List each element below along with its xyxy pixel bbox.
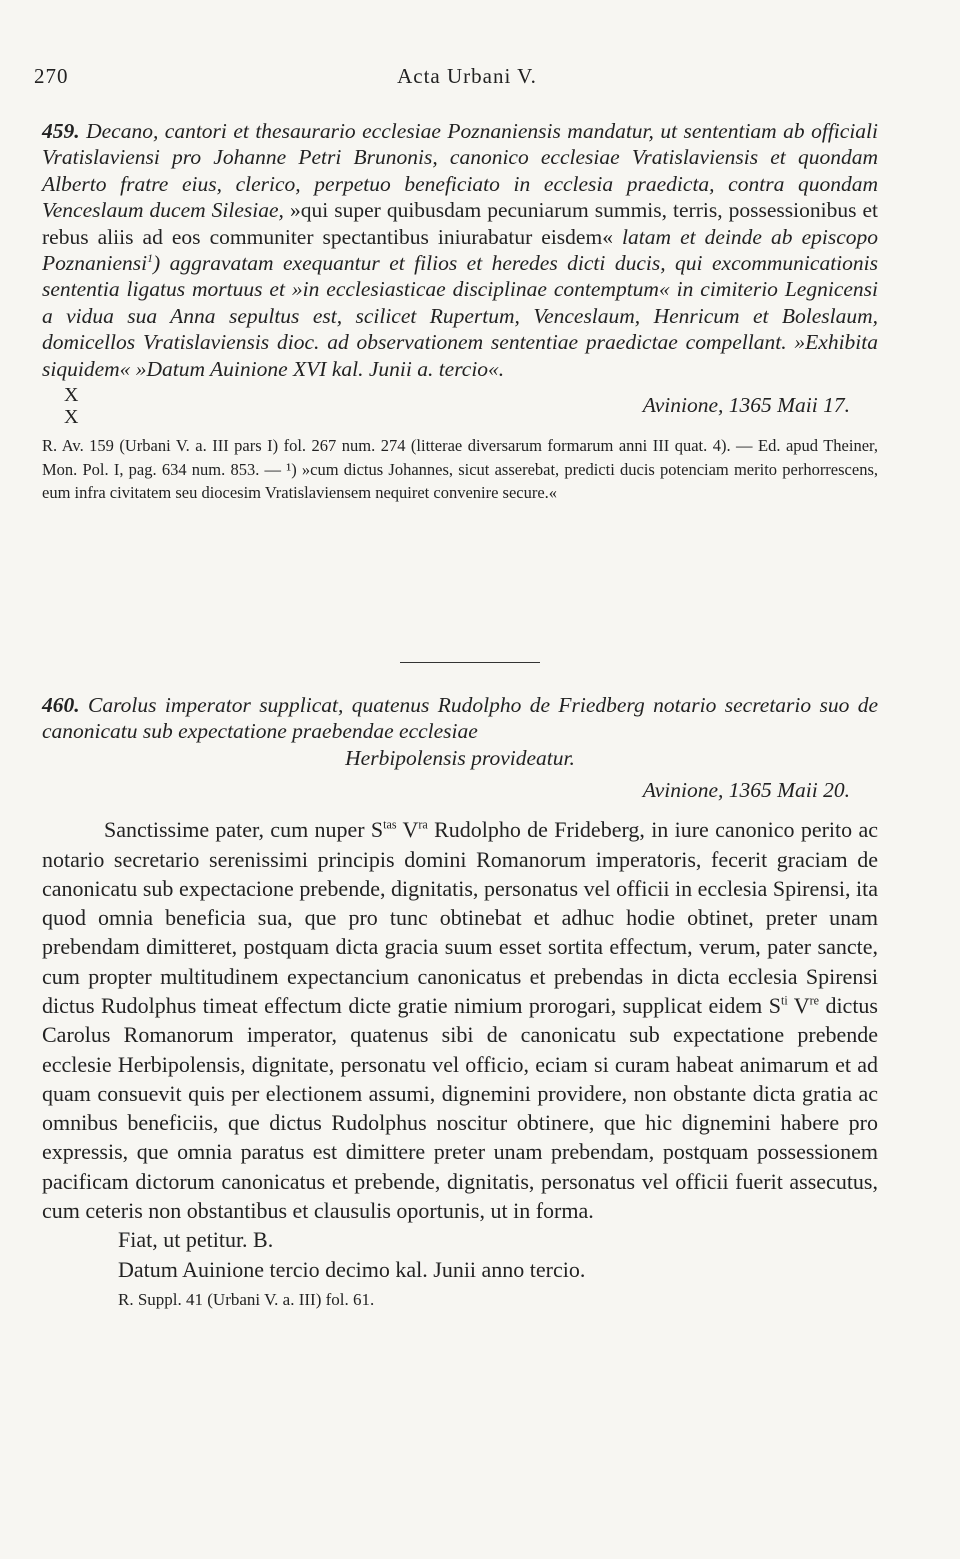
petition-b: V xyxy=(396,817,419,843)
date-460: Avinione, 1365 Maii 20. xyxy=(642,778,850,803)
regest-459-part1: Decano, cantori et thesaurario ecclesiae Poznaniensis mandatur, ut sententiam ab officiali Vratislaviensi pro Johanne Petri Brunonis, canonico ecclesiae Vratislaviensis et quondam Alberto fratre eius, clerico, perpetuo beneficiato in ecclesia praedicta, contra quondam Venceslaum ducem Silesiae, xyxy=(42,119,878,223)
sup-2: ra xyxy=(418,817,428,832)
footnote-459: R. Av. 159 (Urbani V. a. III pars I) fol. 267 num. 274 (litterae diversarum formarum anni III quat. 4). — Ed. apud Theiner, Mon. Pol. I, pag. 634 num. 853. — ¹) »cum dictus Johannes, sicut asserebat, predicti ducis potenciam merito perhorrescens, eum infra civitatem seu diocesim Vratislaviensem nequiret convenire secure.« xyxy=(42,436,878,503)
petition-a: Sanctissime pater, cum nuper S xyxy=(104,817,384,843)
regest-459: 459. Decano, cantori et thesaurario ecclesiae Poznaniensis mandatur, ut sententiam ab officiali Vratislaviensi pro Johanne Petri Brunonis, canonico ecclesiae Vratislaviensis et quondam Alberto fratre eius, clerico, perpetuo beneficiato in ecclesia praedicta, contra quondam Venceslaum ducem Silesiae, »qui super quibusdam pecuniarum summis, terris, possessionibus et rebus aliis ad eos communiter spectantibus iniurabatur eisdem« latam et deinde ab episcopo Poznaniensi$^1$) aggravatam exequantur et filios et heredes dicti ducis, qui excommunicationis sententia ligatus mortuus et »in ecclesiasticae disciplinae contemptum« in cimiterio Legnicensi a vidua sua Anna sepultus est, scilicet Rupertum, Venceslaum, Henricum et Boleslaum, domicellos Vratislaviensis dioc. ad observationem sententiae praedictae compellant. »Exhibita siquidem« »Datum Auinione XVI kal. Junii a. tercio«. xyxy=(42,119,879,381)
sup-4: re xyxy=(809,993,820,1008)
entry-460 xyxy=(42,692,878,1312)
regest-459-part3: aggravatam exequantur et filios et heredes dicti ducis, qui excommunicationis sententia ligatus mortuus et »in ecclesiasticae disciplinae contemptum« in cimiterio Legnicensi a vidua sua Anna sepultus est, scilicet Rupertum, Venceslaum, Henricum et Boleslaum, domicellos Vratislaviensis dioc. ad observationem sententiae praedictae compellant. »Exhibita siquidem« »Datum Auinione XVI kal. Junii a. tercio«. xyxy=(42,251,878,381)
regest-459-quote: »qui super quibusdam pecuniarum summis, terris, possessionibus et rebus aliis ad eos communiter spectantibus iniurabatur eisdem« xyxy=(42,198,879,249)
running-title: Acta Urbani V. xyxy=(397,64,537,88)
fiat-line: Fiat, ut petitur. B. xyxy=(118,1227,274,1253)
date-block-459 xyxy=(42,382,878,434)
footnote-marker: 1 xyxy=(147,250,154,265)
petition-text xyxy=(42,815,878,1225)
petition-c: Rudolpho de Frideberg, in iure canonico perito ac notario secretario serenissimi principis domini Romanorum imperatoris, fecerit graciam de canonicatu sub expectacione prebende, dignitatis, personatus vel officii in ecclesia Spirensi, ita quod omnia beneficia sua, que pro tunc obtinebat et adhuc hodie obtinet, preter unam prebendam dimitteret, postquam dicta gracia suum esset sortita effectum, verum, pater sancte, cum propter multitudinem expectancium canonicatus et prebendas in dicta ecclesia Spirensi dictus Rudolphus timeat effectum dicte gratie nimium prorogari, supplicat eidem S xyxy=(42,817,878,1018)
entry-459 xyxy=(42,118,878,505)
page-header xyxy=(34,64,900,94)
sup-3: ti xyxy=(780,993,788,1008)
date-459: Avinione, 1365 Maii 17. xyxy=(642,393,850,418)
separator-line xyxy=(400,662,540,663)
entry-number-460: 460. xyxy=(42,693,80,717)
petition-d: V xyxy=(787,993,810,1018)
datum-line: Datum Auinione tercio decimo kal. Junii anno tercio. xyxy=(118,1256,586,1282)
source-note: R. Suppl. 41 (Urbani V. a. III) fol. 61. xyxy=(118,1289,375,1309)
mark-x-1: X xyxy=(64,384,79,407)
regest-459-part2: latam et deinde ab episcopo Poznaniensi xyxy=(42,224,879,276)
regest-460-center: Herbipolensis provideatur. xyxy=(345,745,575,770)
sup-1: tas xyxy=(383,817,397,832)
mark-x-2: X xyxy=(64,406,79,429)
regest-460 xyxy=(42,692,878,745)
petition-e: dictus Carolus Romanorum imperator, quatenus sibi de canonicatu sub expectatione prebende ecclesie Herbipolensis, dignitate, personatu vel officio, eciam si curam habeat animarum et ad quam consuevit quis per electionem assumi, dignemini providere, non obstante dicta gratia ac omnibus beneficiis, que dictus Rudolphus noscitur obtinere, que hic dignemini habere pro expressis, que omnia paratus est dimittere preter unam prebendam, postquam possessionem pacificam dictorum canonicatus et prebende, dignitatis, personatus vel officii fuerit assecutus, cum ceteris non obstantibus et clausulis oportunis, ut in forma. xyxy=(42,993,878,1224)
page-number: 270 xyxy=(34,64,69,88)
regest-460-text: Carolus imperator supplicat, quatenus Rudolpho de Friedberg notario secretario suo de canonicatu sub expectatione praebendae ecclesiae xyxy=(42,693,879,744)
entry-number-459: 459. xyxy=(42,119,80,143)
